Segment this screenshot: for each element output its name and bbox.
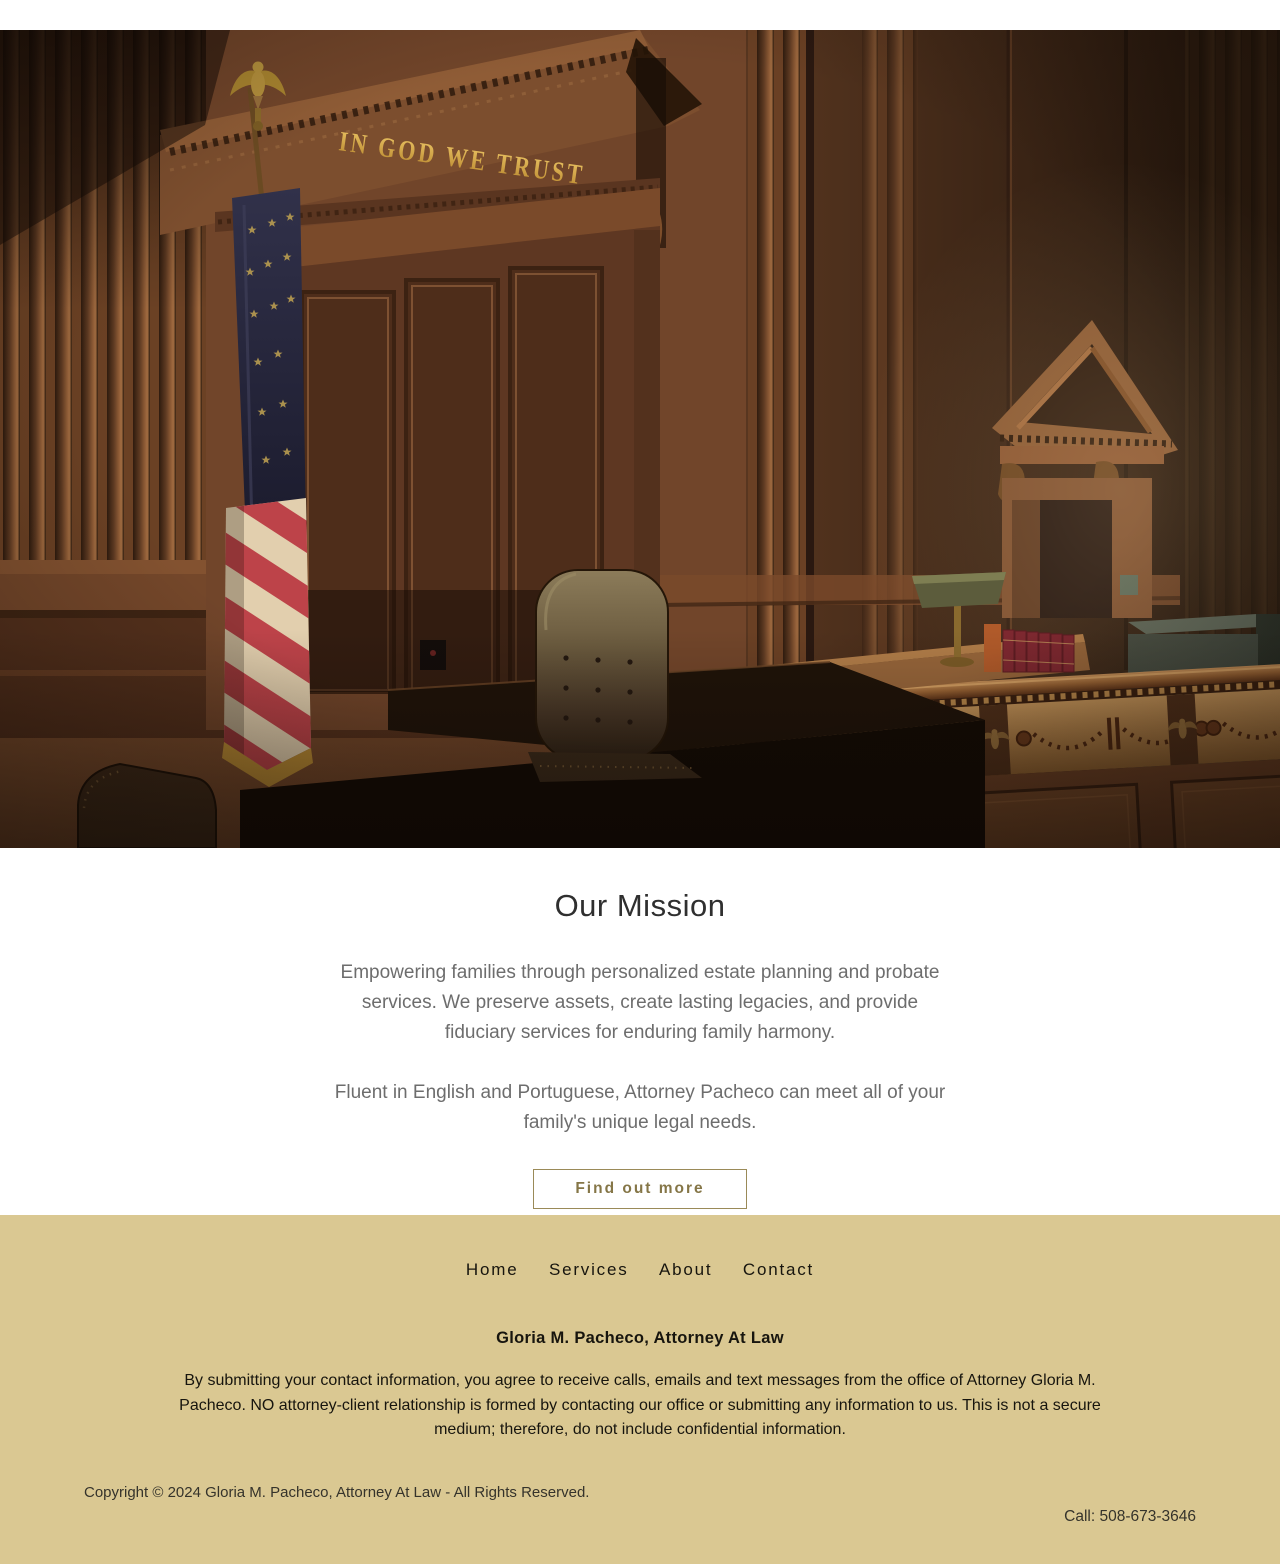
disclaimer-line3: medium; therefore, do not include confidential information. [434,1421,846,1438]
top-white-strip [0,0,1280,30]
mission-paragraph-1 [260,958,1020,1048]
page-footer [0,1215,1280,1564]
mission-p1-line3: fiduciary services for enduring family harmony. [444,1022,836,1043]
mission-p1-line2: services. We preserve assets, create lasting legacies, and provide [361,992,919,1013]
disclaimer-line2: Pacheco. NO attorney-client relationship is formed by contacting our office or submitting any information to us. This is not a secure [179,1396,1101,1414]
footer-link-services[interactable]: Services [548,1260,629,1279]
mission-p2-line1: Fluent in English and Portuguese, Attorney Pacheco can meet all of your [334,1082,946,1103]
disclaimer-line1: By submitting your contact information, you agree to receive calls, emails and text messages from the office of Attorney Gloria M. [184,1372,1096,1389]
mission-section [0,848,1280,1215]
mission-p2-line2: family's unique legal needs. [523,1112,757,1133]
courtroom-illustration [0,30,1280,848]
footer-nav [0,1260,1280,1280]
hero-courtroom-photo [0,30,1280,848]
vignette [0,30,1280,848]
footer-link-about[interactable]: About [658,1260,713,1279]
find-out-more-button[interactable]: Find out more [533,1169,746,1209]
footer-link-home[interactable]: Home [465,1260,519,1279]
firm-name: Gloria M. Pacheco, Attorney At Law [496,1329,784,1347]
mission-paragraph-2 [260,1078,1020,1138]
footer-link-contact[interactable]: Contact [742,1260,815,1279]
phone-number: Call: 508-673-3646 [1064,1507,1196,1525]
mission-p1-line1: Empowering families through personalized estate planning and probate [340,962,940,983]
copyright-text: Copyright © 2024 Gloria M. Pacheco, Attorney At Law - All Rights Reserved. [84,1483,590,1501]
footer-disclaimer [90,1369,1190,1443]
legal-row [0,1484,1280,1526]
mission-title: Our Mission [554,888,726,923]
